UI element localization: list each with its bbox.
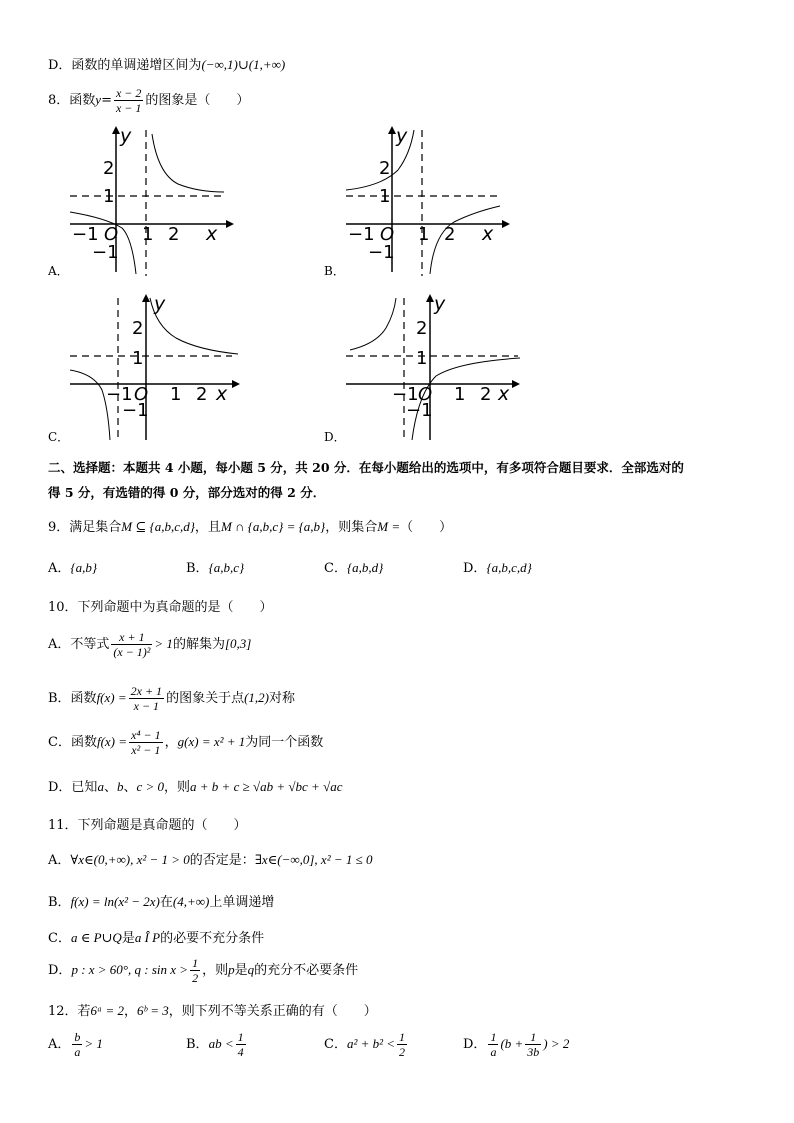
q8-den: x − 1: [115, 101, 142, 115]
graph-a-y-arrow: [112, 126, 120, 134]
q12-d-den2: 3b: [527, 1045, 540, 1059]
graph-b: [342, 126, 512, 278]
q12-d-num1: 1: [490, 1030, 497, 1044]
q9-stem: [48, 516, 452, 535]
graph-c-tick-y2: 2: [132, 318, 144, 339]
q12-d-mid: (b +: [500, 1036, 524, 1051]
q8-stem-post: 的图象是（ ）: [145, 93, 250, 108]
q12-b-pre: ab <: [208, 1036, 234, 1051]
q12-option-b: [186, 1030, 248, 1059]
q11-d-post: 的充分不必要条件: [254, 963, 359, 978]
q9-option-b-label: B．: [186, 561, 209, 576]
q12-math1: 6ᵃ = 2: [90, 1003, 124, 1018]
q8-stem-pre: 8．函数: [48, 93, 96, 108]
q11-d-den: 2: [192, 971, 199, 985]
graph-b-y-arrow: [388, 126, 396, 134]
q10-stem: 10．下列命题中为真命题的是（ ）: [48, 600, 273, 615]
q12-a-num: b: [74, 1030, 81, 1044]
q10-d-c: c > 0: [136, 779, 165, 794]
graph-a-label: A．: [48, 264, 69, 278]
q10-c-f: f(x) =: [96, 734, 128, 749]
q9-stem-pre: 9．满足集合: [48, 520, 122, 535]
q9-option-c-value: {a,b,d}: [346, 560, 384, 575]
q10-a-pre: A．不等式: [48, 637, 110, 652]
q9-math1: M ⊆ {a,b,c,d}: [121, 519, 195, 534]
q12-d-fraction2: [525, 1030, 541, 1059]
q12-c-label: C．: [324, 1037, 347, 1052]
q10-d-pre: D．已知: [48, 780, 98, 795]
q10-a-num: x + 1: [111, 630, 152, 645]
q9-option-a-label: A．: [48, 561, 71, 576]
graph-b-tick-x1: 1: [418, 224, 430, 245]
q9-stem-post: （ ）: [400, 520, 453, 535]
graph-d-tick-xm1: −1: [392, 384, 419, 405]
q10-d-a: a: [97, 779, 104, 794]
q12-option-d: [463, 1030, 569, 1059]
q12-a-label: A．: [48, 1037, 71, 1052]
q12-c-den: 2: [399, 1045, 406, 1059]
q7-option-d: [48, 54, 285, 73]
graph-b-tick-xm1: −1: [348, 224, 375, 245]
q11-c-mid: 是: [121, 931, 135, 946]
q11-d-mid2: 是: [234, 963, 248, 978]
q11-b-math1: f(x) = ln(x² − 2x): [70, 894, 160, 909]
q9-stem-mid2: ，则集合: [325, 520, 378, 535]
q12-b-den: 4: [237, 1045, 244, 1059]
q11-d-num: 1: [192, 956, 199, 970]
graph-c-y-arrow: [142, 294, 150, 302]
q11-c-math1: a ∈ P∪Q: [70, 930, 122, 945]
q10-a-post: 的解集为: [172, 637, 225, 652]
q10-c-pre: C．函数: [48, 735, 97, 750]
graph-c-x-arrow: [232, 380, 240, 388]
graph-c-tick-ym1: −1: [122, 400, 149, 421]
q10-b-pre: B．函数: [48, 691, 97, 706]
q11-d-math1: p : x > 60°, q : sin x >: [71, 962, 189, 977]
graph-b-x-label: x: [482, 223, 494, 245]
graph-a-origin: O: [104, 224, 119, 245]
q12-d-label: D．: [463, 1037, 487, 1052]
q12-stem-mid: ，: [124, 1004, 138, 1019]
q12-d-fraction1: [488, 1030, 498, 1059]
q10-b-end: 对称: [269, 691, 296, 706]
graph-b-tick-x2: 2: [444, 224, 456, 245]
q12-b-num: 1: [237, 1030, 244, 1044]
q11-d-mid: ，则: [202, 963, 229, 978]
graph-c-tick-xm1: −1: [106, 384, 133, 405]
graph-c-origin: O: [134, 384, 149, 405]
q10-option-c: [48, 728, 323, 757]
graph-b-tick-y1: 1: [379, 186, 391, 207]
graph-c-tick-x1: 1: [170, 384, 182, 405]
q9-option-d: [463, 557, 532, 576]
section2-line2: 得 5 分，有选错的得 0 分，部分选对的得 2 分．: [48, 485, 326, 500]
graph-a-tick-x1: 1: [142, 224, 154, 245]
q11-option-d: [48, 956, 358, 985]
graph-c-tick-y1: 1: [132, 348, 144, 369]
graph-b-label: B．: [324, 264, 345, 278]
graph-d-x-label: x: [498, 383, 510, 405]
graph-c-label: C．: [48, 430, 70, 444]
q10-d-ineq: a + b + c ≥ √ab + √bc + √ac: [190, 779, 343, 794]
q9-math3: M =: [377, 519, 401, 534]
graph-a-tick-y1: 1: [103, 186, 115, 207]
graph-a: [66, 126, 236, 278]
q12-stem-pre: 12．若: [48, 1004, 91, 1019]
q9-option-d-label: D．: [463, 561, 487, 576]
q9-option-a: [48, 557, 97, 576]
q10-a-fraction: [111, 630, 152, 659]
graph-a-x-label: x: [206, 223, 218, 245]
graph-c-y-label: y: [154, 294, 166, 315]
graph-b-tick-y2: 2: [379, 158, 391, 179]
q11-option-a: [48, 849, 373, 868]
graph-a-tick-ym1: −1: [92, 242, 119, 263]
graph-d-tick-y1: 1: [416, 348, 428, 369]
graph-b-x-arrow: [502, 220, 510, 228]
q11-d-q: q: [247, 962, 255, 977]
q11-a-math2: ∃x∈(−∞,0], x² − 1 ≤ 0: [254, 852, 373, 867]
q11-d-p: p: [228, 962, 235, 977]
q10-c-fraction: [129, 728, 163, 757]
graph-b-tick-ym1: −1: [368, 242, 395, 263]
q10-c-den: x² − 1: [131, 743, 161, 757]
q8-fraction: [114, 86, 143, 115]
graph-b-origin: O: [380, 224, 395, 245]
graph-d-x-arrow: [512, 380, 520, 388]
q9-option-b-value: {a,b,c}: [208, 560, 245, 575]
q12-d-den1: a: [490, 1045, 497, 1059]
q8-y: y: [95, 92, 102, 107]
q11-d-pre: D．: [48, 963, 72, 978]
q12-c-fraction: [397, 1030, 407, 1059]
q11-option-c: [48, 927, 264, 946]
graph-d-y-label: y: [434, 294, 446, 315]
q10-d-mid: ，则: [164, 780, 191, 795]
q10-c-g: g(x) = x² + 1: [177, 734, 246, 749]
q11-c-pre: C．: [48, 931, 71, 946]
q12-a-post: > 1: [84, 1036, 103, 1051]
graph-a-y-label: y: [120, 126, 132, 147]
graph-a-x-arrow: [226, 220, 234, 228]
graph-c-left-branch: [70, 370, 110, 440]
graph-c-x-label: x: [216, 383, 228, 405]
q11-b-pre: B．: [48, 895, 71, 910]
q10-b-point: (1,2): [244, 690, 269, 705]
q12-d-num2: 1: [525, 1030, 541, 1045]
q9-option-c-label: C．: [324, 561, 347, 576]
q8-num: x − 2: [115, 86, 142, 100]
q10-option-b: [48, 684, 295, 713]
q10-b-fraction: [129, 684, 164, 713]
q8-eq: =: [101, 93, 112, 108]
q10-b-num: 2x + 1: [130, 684, 163, 698]
q12-b-fraction: [236, 1030, 246, 1059]
graph-d-tick-x2: 2: [480, 384, 492, 405]
q11-d-fraction: [190, 956, 200, 985]
graph-d-y-arrow: [426, 294, 434, 302]
q11-stem: 11．下列命题是真命题的（ ）: [48, 818, 247, 833]
q12-b-label: B．: [186, 1037, 209, 1052]
graph-b-y-label: y: [396, 126, 408, 147]
q10-d-b: b: [116, 779, 124, 794]
q10-b-den: x − 1: [133, 699, 160, 713]
q10-option-d: [48, 776, 342, 795]
q10-c-num: x⁴ − 1: [131, 728, 161, 742]
q9-option-c: [324, 557, 383, 576]
q12-a-fraction: [72, 1030, 82, 1059]
q10-b-f: f(x) =: [96, 690, 127, 705]
graph-a-tick-y2: 2: [103, 158, 115, 179]
q12-stem: [48, 1000, 377, 1019]
q9-stem-mid: ，且: [194, 520, 221, 535]
q11-b-post: 上单调递增: [209, 895, 275, 910]
q11-c-post: 的必要不充分条件: [160, 931, 265, 946]
q11-option-b: [48, 891, 274, 910]
graph-d-left-branch: [350, 298, 396, 350]
q10-option-a: [48, 630, 251, 659]
q10-a-ineq: > 1: [154, 636, 173, 651]
q12-option-a: [48, 1030, 103, 1059]
q10-d-sep1: 、: [103, 780, 117, 795]
q11-b-mid: 在: [159, 895, 173, 910]
q10-b-post: 的图象关于点: [166, 691, 245, 706]
q11-a-pre: A．: [48, 853, 71, 868]
q7-option-d-text: D．函数的单调递增区间为: [48, 58, 202, 73]
q11-b-math2: (4,+∞): [172, 894, 210, 909]
q12-c-num: 1: [399, 1030, 406, 1044]
q10-d-sep2: 、: [123, 780, 137, 795]
q10-c-mid: ，: [164, 735, 178, 750]
graph-a-tick-x2: 2: [168, 224, 180, 245]
graph-d: [342, 294, 524, 442]
graph-a-right-branch: [152, 134, 224, 192]
q10-a-den: (x − 1)²: [113, 645, 151, 659]
q10-a-set: [0,3]: [224, 636, 252, 651]
q7-option-d-math: (−∞,1)∪(1,+∞): [201, 57, 286, 72]
graph-c-tick-x2: 2: [196, 384, 208, 405]
q11-c-math2: a Î P: [134, 930, 161, 945]
graph-d-tick-y2: 2: [416, 318, 428, 339]
q12-a-den: a: [74, 1045, 81, 1059]
q9-math2: M ∩ {a,b,c} = {a,b}: [220, 519, 326, 534]
q11-a-mid: 的否定是：: [189, 853, 255, 868]
q9-option-d-value: {a,b,c,d}: [486, 560, 532, 575]
graph-c: [66, 294, 242, 442]
graph-d-label: D．: [324, 430, 346, 444]
q12-math2: 6ᵇ = 3: [137, 1003, 169, 1018]
section2-line1: 二、选择题：本题共 4 小题，每小题 5 分，共 20 分．在每小题给出的选项中，有多项符合题目要求．全部选对的: [48, 460, 684, 475]
q11-a-math1: ∀x∈(0,+∞), x² − 1 > 0: [70, 852, 190, 867]
q9-option-b: [186, 557, 244, 576]
graph-a-tick-xm1: −1: [72, 224, 99, 245]
graph-d-tick-x1: 1: [454, 384, 466, 405]
q8-stem: [48, 86, 249, 115]
q12-d-post: ) > 2: [543, 1036, 570, 1051]
q9-option-a-value: {a,b}: [70, 560, 98, 575]
q10-c-post: 为同一个函数: [245, 735, 324, 750]
q12-option-c: [324, 1030, 409, 1059]
q12-c-pre: a² + b² <: [346, 1036, 396, 1051]
graph-d-origin: O: [418, 384, 433, 405]
graph-d-tick-ym1: −1: [406, 400, 433, 421]
q12-stem-post: ，则下列不等关系正确的有（ ）: [168, 1004, 377, 1019]
